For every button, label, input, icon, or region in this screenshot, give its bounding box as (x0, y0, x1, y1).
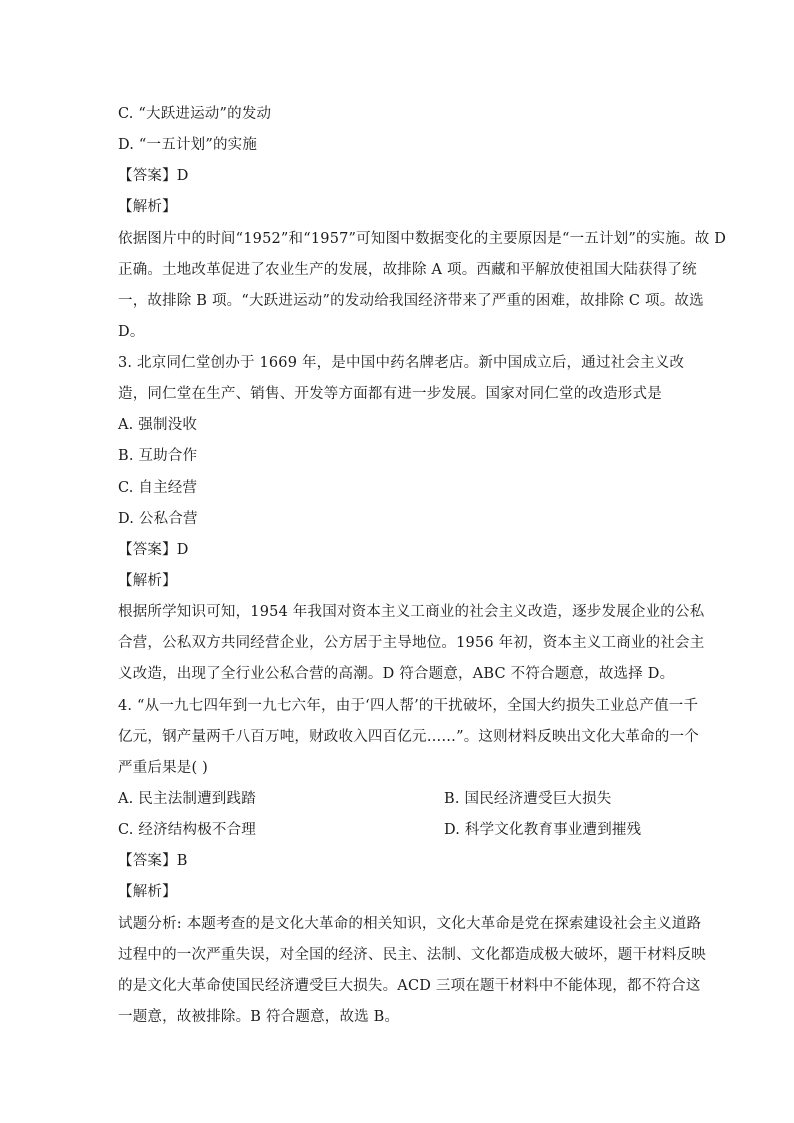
q4-stem-line: 4. “从一九七四年到一九七六年，由于‘四人帮’的干扰破坏，全国大约损失工业总产值一千 (118, 698, 699, 714)
q4-option-a: A. 民主法制遭到践踏 (118, 791, 256, 807)
q3-answer: 【答案】D (118, 542, 189, 558)
q2-analysis-line: 一，故排除 B 项。“大跃进运动”的发动给我国经济带来了严重的困难，故排除 C 项。故选 (118, 293, 704, 309)
q4-analysis-line: 的是文化大革命使国民经济遭受巨大损失。ACD 三项在题干材料中不能体现，都不符合这 (118, 978, 701, 994)
q2-analysis-line: D。 (118, 324, 145, 340)
q2-analysis-line: 正确。土地改革促进了农业生产的发展，故排除 A 项。西藏和平解放使祖国大陆获得了统 (118, 262, 697, 278)
q3-option-c: C. 自主经营 (118, 480, 198, 496)
q3-analysis-line: 义改造，出现了全行业公私合营的高潮。D 符合题意，ABC 不符合题意，故选择 D。 (118, 666, 675, 682)
q3-option-b: B. 互助合作 (118, 448, 198, 464)
q4-option-c: C. 经济结构极不合理 (118, 822, 256, 838)
q3-analysis-label: 【解析】 (118, 573, 177, 589)
q2-analysis-label: 【解析】 (118, 199, 177, 215)
q3-stem-line: 3. 北京同仁堂创办于 1669 年，是中国中药名牌老店。新中国成立后，通过社会主义改 (118, 355, 685, 371)
q4-option-d: D. 科学文化教育事业遭到摧残 (444, 822, 642, 838)
q4-analysis-line: 一题意，故被排除。B 符合题意，故选 B。 (118, 1009, 400, 1025)
q3-option-d: D. 公私合营 (118, 511, 198, 527)
q4-answer: 【答案】B (118, 853, 188, 869)
q4-analysis-line: 过程中的一次严重失误，对全国的经济、民主、法制、文化都造成极大破坏，题干材料反映 (118, 947, 706, 963)
q2-option-c: C. “大跃进运动”的发动 (118, 106, 272, 122)
q4-stem-line: 亿元，钢产量两千八百万吨，财政收入四百亿元……”。这则材料反映出文化大革命的一个 (118, 729, 699, 745)
q3-stem-line: 造，同仁堂在生产、销售、开发等方面都有进一步发展。国家对同仁堂的改造形式是 (118, 386, 662, 402)
q2-analysis-line: 依据图片中的时间“1952”和“1957”可知图中数据变化的主要原因是“一五计划”的实施。故 D (118, 231, 727, 247)
q3-analysis-line: 根据所学知识可知，1954 年我国对资本主义工商业的社会主义改造，逐步发展企业的公私 (118, 604, 705, 620)
q3-option-a: A. 强制没收 (118, 417, 198, 433)
q4-analysis-line: 试题分析: 本题考查的是文化大革命的相关知识，文化大革命是党在探索建设社会主义道路 (118, 916, 702, 932)
q2-option-d: D. “一五计划”的实施 (118, 137, 258, 153)
q4-option-b: B. 国民经济遭受巨大损失 (444, 791, 612, 807)
q3-analysis-line: 合营，公私双方共同经营企业，公方居于主导地位。1956 年初，资本主义工商业的社会主 (118, 635, 705, 651)
q2-answer: 【答案】D (118, 168, 189, 184)
q4-stem-line: 严重后果是( ) (118, 760, 209, 776)
q4-analysis-label: 【解析】 (118, 884, 177, 900)
